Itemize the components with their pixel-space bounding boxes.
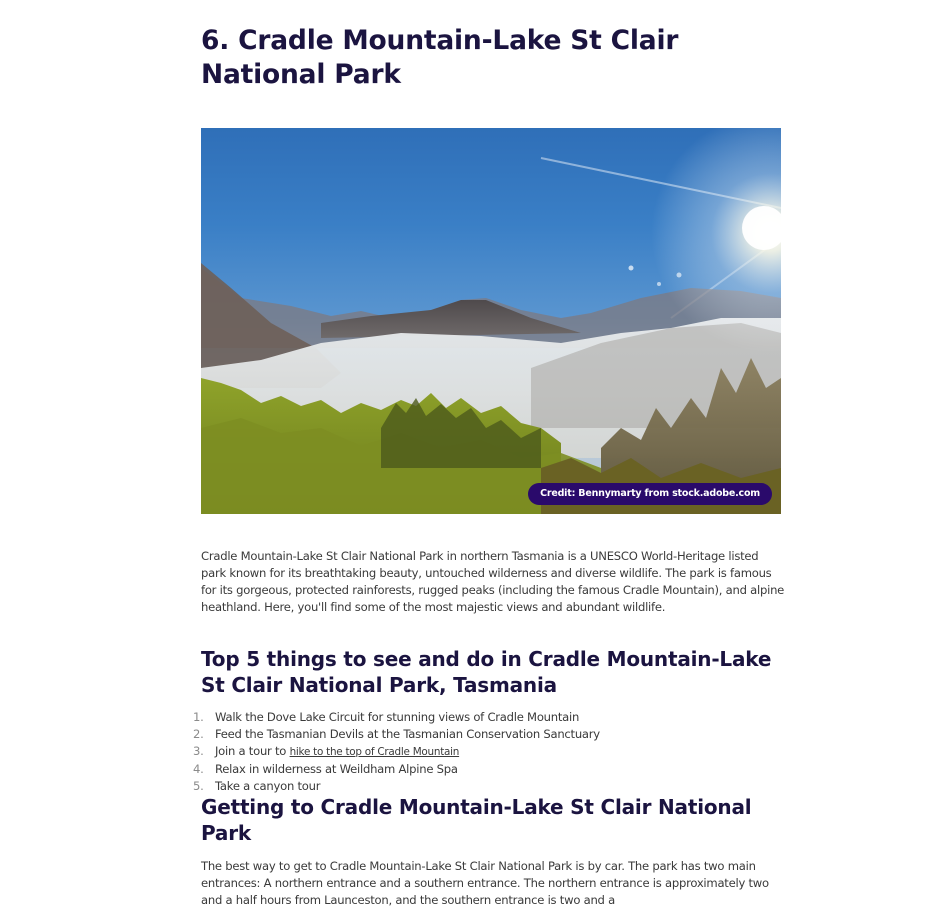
intro-paragraph: Cradle Mountain-Lake St Clair National Park in northern Tasmania is a UNESCO World-Heritage listed park known for its breathtaking beauty, untouched wilderness and diverse wildlife. The park is famous for its gorgeous, protected rainforests, rugged peaks (including the famous Cradle Mountain), and alpine heathland. Here, you'll find some of the most majestic views and abundant wildlife.	[201, 549, 785, 614]
list-number: 3.	[193, 744, 204, 758]
list-item-text: Take a canyon tour	[215, 779, 321, 793]
list-number: 1.	[193, 710, 204, 724]
hike-cradle-mountain-link[interactable]: hike to the top of Cradle Mountain	[289, 746, 460, 758]
list-item-text: Feed the Tasmanian Devils at the Tasmanian Conservation Sanctuary	[215, 727, 600, 741]
list-item	[193, 778, 793, 795]
list-item	[193, 726, 793, 743]
article-title: 6. Cradle Mountain-Lake St Clair National Park	[201, 25, 679, 90]
landscape-photo	[201, 128, 781, 514]
photo-credit-badge: Credit: Bennymarty from stock.adobe.com	[528, 483, 772, 505]
list-item-text: Join a tour to	[215, 744, 290, 758]
list-item-text: Relax in wilderness at Weildham Alpine Spa	[215, 762, 458, 776]
list-number: 5.	[193, 779, 204, 793]
list-item	[193, 709, 793, 726]
list-item-text: Walk the Dove Lake Circuit for stunning views of Cradle Mountain	[215, 710, 580, 724]
things-to-do-list	[193, 709, 793, 795]
getting-there-heading: Getting to Cradle Mountain-Lake St Clair National Park	[201, 795, 752, 845]
things-to-do-heading: Top 5 things to see and do in Cradle Mountain-Lake St Clair National Park, Tasmania	[201, 647, 772, 697]
getting-there-paragraph: The best way to get to Cradle Mountain-Lake St Clair National Park is by car. The park has two main entrances: A northern entrance and a southern entrance. The northern entrance is approximately two and a half hours from Launceston, and the southern entrance is two and a	[201, 859, 769, 907]
list-number: 4.	[193, 762, 204, 776]
list-item	[193, 761, 793, 778]
list-number: 2.	[193, 727, 204, 741]
hero-image	[201, 128, 781, 514]
list-item	[193, 743, 793, 761]
